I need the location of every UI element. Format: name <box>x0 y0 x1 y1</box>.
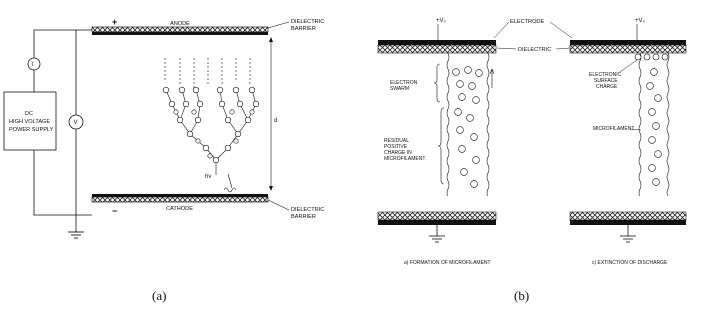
swarm-brace <box>434 64 440 102</box>
left-top-electrode <box>378 40 496 45</box>
power-supply-line3: POWER SUPPLY <box>9 127 54 133</box>
ammeter <box>28 58 40 70</box>
right-filament-wall-right <box>667 53 669 196</box>
left-bottom-electrode <box>378 220 496 225</box>
anode-plus-sign: + <box>112 17 118 27</box>
ground-symbol <box>68 232 84 238</box>
anode-plate <box>92 27 268 32</box>
voltmeter-symbol: V <box>73 120 78 126</box>
swarm-direction-arrow <box>490 69 494 88</box>
voltage-left: +V₀ <box>436 18 446 24</box>
left-filament-wall-right <box>487 53 489 196</box>
right-top-dielectric <box>570 45 686 53</box>
photon-symbol: hν <box>205 174 212 180</box>
left-filament-wall-left <box>447 53 449 196</box>
dielectric-leader-right <box>556 48 570 49</box>
electrode-leader-left <box>494 22 509 38</box>
electrode-label: ELECTRODE <box>510 19 545 25</box>
ammeter-symbol: I <box>32 62 34 68</box>
dielectric-top-line1: DIELECTRIC <box>291 19 325 25</box>
dielectric-top-leader <box>268 22 289 28</box>
right-bottom-electrode <box>570 220 686 225</box>
residual-brace <box>438 108 444 184</box>
electron-swarm-line1: ELECTRON <box>390 80 418 86</box>
anode-metal <box>92 32 268 35</box>
cathode-metal <box>92 194 268 197</box>
surface-charge-line3: CHARGE <box>596 84 618 90</box>
gap-symbol: d <box>274 118 278 124</box>
left-ground-symbol <box>429 225 445 242</box>
right-filament-charges <box>647 69 662 186</box>
surface-charge-line2: SURFACE <box>594 78 618 84</box>
electrode-leader-right <box>550 22 572 38</box>
surface-charge-line1: ELECTRONIC <box>589 72 622 78</box>
left-filament-charges <box>453 67 483 188</box>
right-bottom-dielectric <box>570 212 686 220</box>
left-bottom-dielectric <box>378 212 496 220</box>
anode-label: ANODE <box>170 21 190 27</box>
cathode-plate <box>92 197 268 202</box>
extinction-caption: c) EXTINCTION OF DISCHARGE <box>592 260 668 266</box>
surface-charge-leader <box>620 60 637 72</box>
power-supply-line2: HIGH VOLTAGE <box>9 119 51 125</box>
panel-b-caption: (b) <box>514 288 530 303</box>
photon-wave <box>224 188 236 192</box>
dielectric-bottom-line2: BARRIER <box>291 214 316 220</box>
residual-line4: MICROFILAMENT <box>384 156 426 162</box>
cathode-label: CATHODE <box>166 206 193 212</box>
residual-line1: RESIDUAL <box>384 138 410 144</box>
formation-caption: a) FORMATION OF MICROFILAMENT <box>404 260 491 266</box>
right-filament-wall-left <box>639 53 641 196</box>
microfilament-label: MICROFILAMENT <box>593 126 635 132</box>
dielectric-label: DIELECTRIC <box>518 47 552 53</box>
right-top-electrode <box>570 40 686 45</box>
residual-line3: CHARGE IN <box>384 150 412 156</box>
right-surface-charges <box>635 54 668 60</box>
panel-b <box>378 18 686 303</box>
dielectric-top-line2: BARRIER <box>291 26 316 32</box>
dielectric-bottom-leader <box>268 200 289 210</box>
dielectric-bottom-line1: DIELECTRIC <box>291 207 325 213</box>
electron-swarm-line2: SWARM <box>390 86 409 92</box>
panel-a-caption: (a) <box>152 288 167 303</box>
residual-line2: POSITIVE <box>384 144 408 150</box>
voltage-right: +V₀ <box>635 18 645 24</box>
dielectric-leader-left <box>497 48 516 49</box>
electron-trajectories <box>165 58 250 88</box>
power-supply-line1: DC <box>25 111 34 117</box>
right-ground-symbol <box>620 225 636 242</box>
panel-a <box>4 17 324 303</box>
left-top-dielectric <box>378 45 496 53</box>
cathode-minus-sign: − <box>112 206 118 216</box>
photon-arrow <box>228 174 232 188</box>
